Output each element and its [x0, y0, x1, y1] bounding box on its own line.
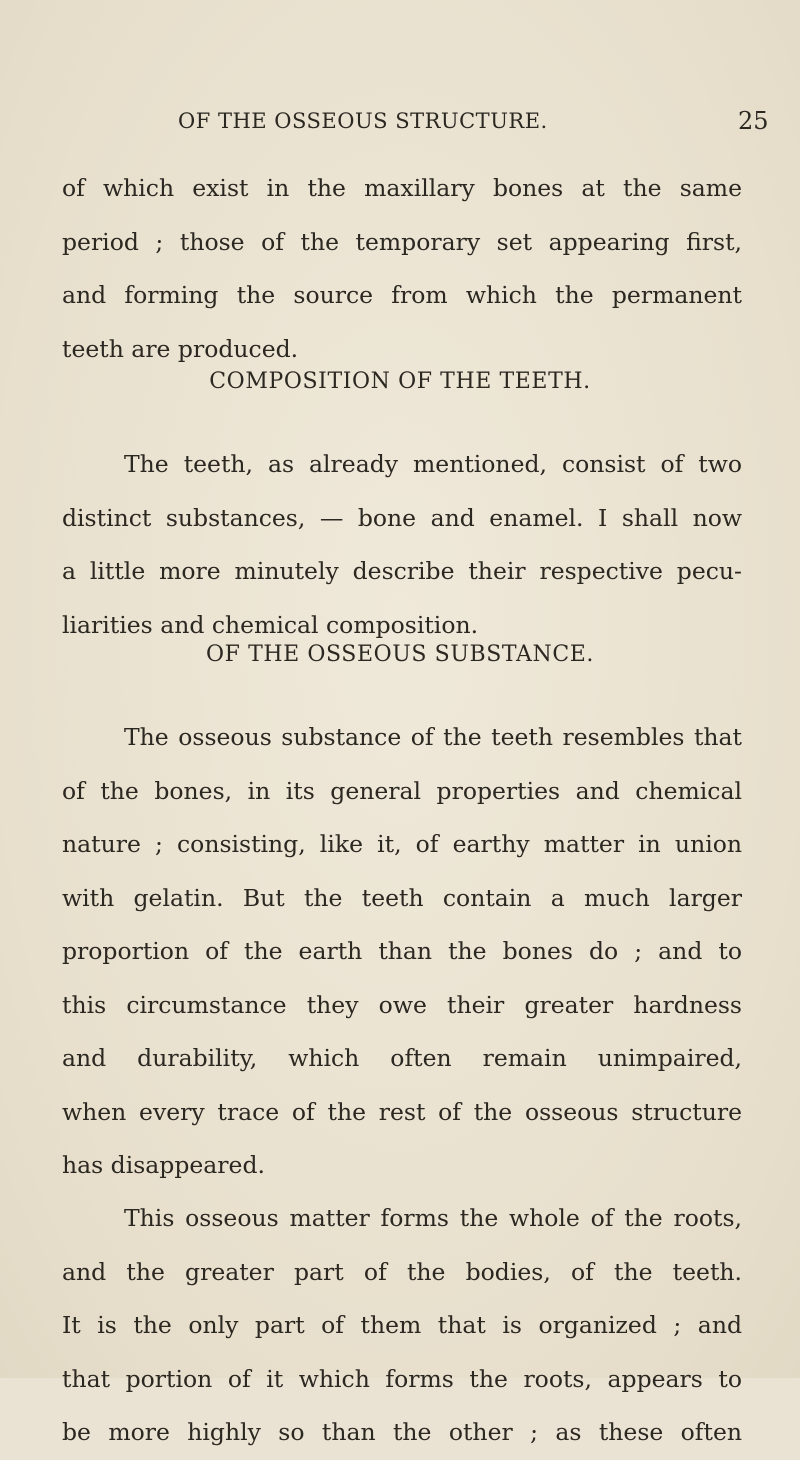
- text-line: and durability, which often remain unimpaired,: [62, 1044, 742, 1072]
- text-line: period ; those of the temporary set appearing first,: [62, 227, 742, 256]
- text-line: liarities and chemical composition.: [62, 610, 479, 639]
- section-heading-osseous: OF THE OSSEOUS SUBSTANCE.: [205, 642, 595, 667]
- osseous-paragraph-2: [62, 1192, 742, 1460]
- running-title: OF THE OSSEOUS STRUCTURE.: [178, 109, 548, 133]
- text-line: It is the only part of them that is organized ; and: [62, 1311, 742, 1339]
- text-line: nature ; consisting, like it, of earthy matter in union: [62, 830, 742, 858]
- page-number: 25: [738, 107, 769, 135]
- text-line: proportion of the earth than the bones do ; and to: [62, 937, 742, 965]
- text-line: when every trace of the rest of the osseous structure: [62, 1097, 742, 1126]
- running-head: [0, 101, 800, 141]
- text-line: The teeth, as already mentioned, consist of two: [124, 450, 742, 478]
- text-line: has disappeared.: [62, 1151, 265, 1179]
- intro-paragraph: [62, 162, 742, 376]
- text-line: of which exist in the maxillary bones at the same: [62, 174, 742, 202]
- text-line: this circumstance they owe their greater hardness: [62, 990, 742, 1019]
- text-line: This osseous matter forms the whole of the roots,: [124, 1204, 742, 1232]
- text-line: teeth are produced.: [62, 334, 299, 363]
- text-line: with gelatin. But the teeth contain a much larger: [62, 883, 742, 912]
- text-line: distinct substances, — bone and enamel. I shall now: [62, 503, 742, 532]
- text-line: that portion of it which forms the roots, appears to: [62, 1364, 742, 1393]
- text-line: and the greater part of the bodies, of the teeth.: [62, 1257, 742, 1286]
- text-line: The osseous substance of the teeth resembles that: [124, 723, 742, 751]
- text-line: be more highly so than the other ; as these often: [62, 1418, 742, 1446]
- text-line: and forming the source from which the permanent: [62, 281, 742, 309]
- text-line: a little more minutely describe their respective pecu-: [62, 557, 742, 585]
- section-heading-composition: COMPOSITION OF THE TEETH.: [209, 369, 591, 394]
- composition-paragraph: [62, 438, 742, 652]
- osseous-paragraph-1: [62, 711, 742, 1193]
- text-line: of the bones, in its general properties and chemical: [62, 776, 742, 805]
